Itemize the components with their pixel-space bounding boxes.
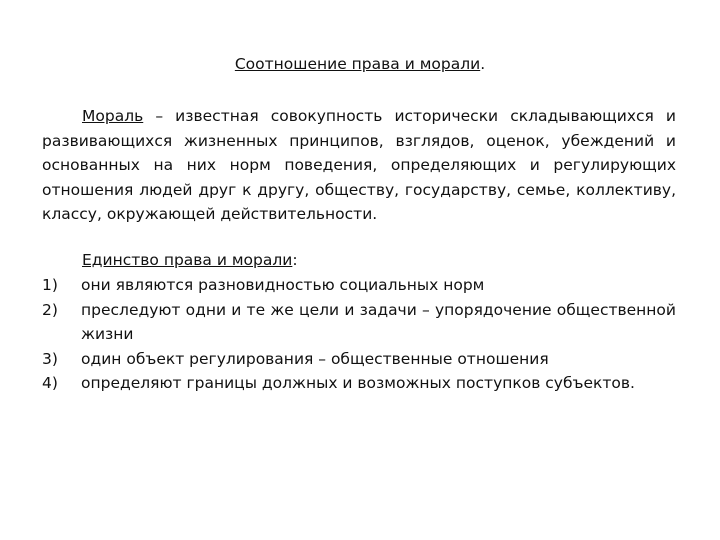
list-item [42,371,676,396]
definition-text: – известная совокупность исторически складывающихся и развивающихся жизненных принципов, взглядов, оценок, убеждений и основанных на них норм поведения, определяющих и регулирующих отношения людей друг к другу, обществу, государству, семье, коллективу, классу, окружающей действительности. [42,107,676,223]
unity-heading-text: Единство права и морали [82,251,293,269]
list-item-number: 1) [42,276,58,294]
list-item-text: один объект регулирования – общественные отношения [81,349,549,368]
list-item-number: 3) [42,349,58,368]
list-item-text: преследуют одни и те же цели и задачи – упорядочение общественной жизни [81,300,676,343]
title-text: Соотношение права и морали [234,55,481,73]
unity-heading-colon: : [292,251,298,269]
list-item-number: 2) [42,300,58,319]
list-item-text: определяют границы должных и возможных поступков субъектов. [81,374,635,392]
list-item [42,273,676,298]
morality-definition [42,104,676,227]
unity-heading [82,248,298,272]
title-suffix: . [480,55,486,73]
page-title [0,54,720,74]
list-item-text: они являются разновидностью социальных норм [81,276,485,294]
unity-list [42,273,676,396]
list-item-number: 4) [42,374,58,392]
list-item [42,298,676,347]
list-item [42,347,676,372]
definition-term: Мораль [82,107,144,125]
